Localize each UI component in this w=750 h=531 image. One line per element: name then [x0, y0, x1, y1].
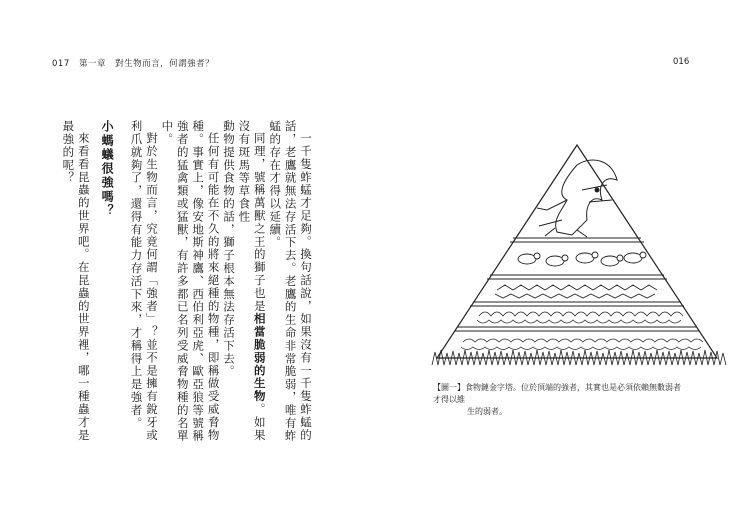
- bird-icons: [518, 252, 646, 266]
- pyramid-illustration: [427, 140, 727, 370]
- chapter-title: 對生物而言，何謂強者？: [115, 59, 215, 69]
- section-paragraph: 來看看昆蟲的世界吧。在昆蟲的世界裡，哪一種蟲才是最強的呢？: [61, 120, 91, 442]
- paragraph-5: 對於生物而言，究竟何謂「強者」？並不是擁有銳牙或利爪就夠了，還得有能力存活下來，才稱得上是強者。: [129, 120, 159, 442]
- grasshopper-row-icons: [495, 285, 657, 298]
- section-heading: 小螞蟻很強嗎？: [100, 120, 115, 218]
- running-head: [52, 57, 220, 69]
- page-number-right: 016: [673, 57, 690, 67]
- food-chain-pyramid-figure: [427, 140, 727, 370]
- caption-line-1: 【圖一】食物鏈金字塔。位於頂端的強者，其實也是必須依賴無數弱者才得以維: [433, 383, 681, 404]
- paragraph-4: 任何有可能在不久的將來絕種的物種，即稱做受威脅物種。事實上，像安地斯神鷹、西伯利亞虎、歐亞狼等號稱強者的猛禽類或猛獸，有許多都已名列受威脅物種的名單中。: [160, 120, 221, 443]
- chapter-label: 第一章: [78, 59, 106, 69]
- page-number-left: 017: [52, 59, 70, 69]
- vertical-body-text: [60, 120, 313, 450]
- right-page: [375, 0, 750, 531]
- paragraph-2-start: 同理，號稱萬獸之王的獅子也是: [252, 131, 267, 313]
- eagle-icon: [537, 160, 617, 237]
- paragraph-2: [236, 120, 267, 450]
- figure-caption: [433, 382, 683, 418]
- caption-line-2: 生的弱者。: [467, 407, 507, 416]
- paragraph-1: 一千隻蚱蜢才足夠。換句話說，如果沒有一千隻蚱蜢的話，老鷹就無法存活下去。老鷹的生命非常脆弱，唯有蚱蜢的存在才得以延續。: [268, 120, 313, 443]
- paragraph-3: 動物提供食物的話，獅子根本無法存活下去。: [221, 120, 236, 378]
- pyramid-outline: [437, 145, 717, 358]
- paragraph-2-end: 。如果沒有斑馬等草食性: [237, 120, 267, 442]
- bold-phrase: 相當脆弱的生物: [252, 312, 267, 403]
